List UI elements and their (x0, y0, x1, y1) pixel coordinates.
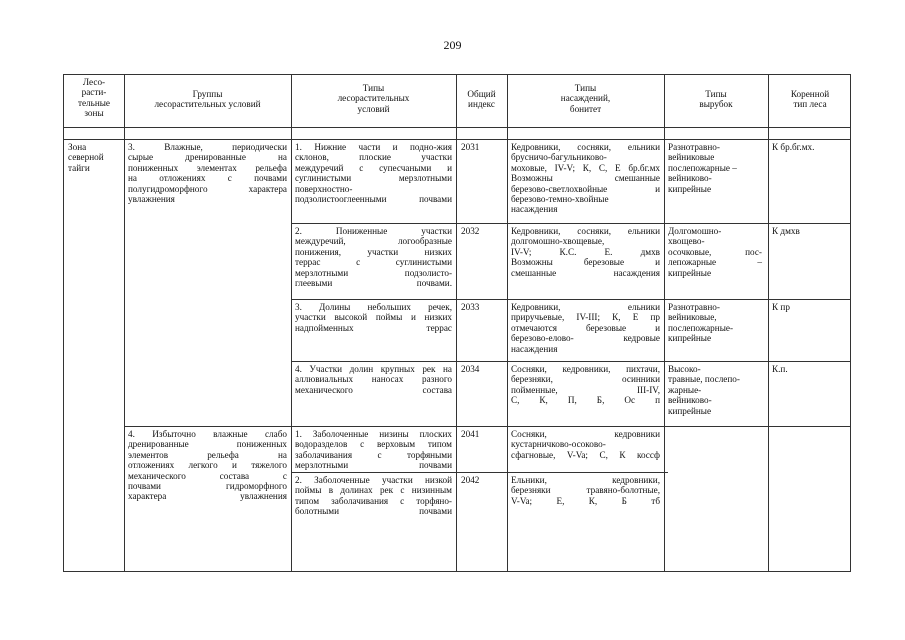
column-divider (124, 75, 125, 571)
page-number: 209 (443, 38, 462, 52)
forest-types-table (63, 74, 851, 572)
index-cell: 2034 (461, 364, 480, 374)
stand-cell: Сосняки, кедровники кустарничково-осоково- сфагновые, V-Va; С, К коссф (511, 429, 660, 460)
group-cell: 3. Влажные, периодически сырые дренированные на пониженных элементах рельефа на отложениях с почвами полугидроморфного характера увлажнения (128, 142, 287, 205)
row-divider (291, 223, 850, 224)
stand-cell: Кедровники, сосняки, ельники брусничо-багульниково- моховые, IV-V; К, С, Е бр.бг.мх Возможны смешанные березово-светлохвойные и березово-темно-хвойные насаждения (511, 142, 660, 215)
type-cell: 1. Заболоченные низины плоских водоразделов с верховым типом заболачивания с торфяными мерзлотными почвами (295, 429, 452, 471)
header-stands: Типы насаждений, бонитет (560, 83, 611, 114)
cut-cell: Разнотравно- вейниковые, послепожарные- кипрейные (668, 302, 734, 344)
index-cell: 2033 (461, 302, 480, 312)
cut-cell: Долгомошно- хвощево- осочковые, пос- лепожарные – кипрейные (668, 226, 762, 278)
stand-cell: Сосняки, кедровники, пихтачи, березняки, осинники пойменные, III-IV, С, К, П, Б, Ос п (511, 364, 660, 406)
header-cuts: Типы вырубок (699, 89, 733, 110)
native-cell: К.п. (772, 364, 788, 374)
native-cell: К дмхв (772, 226, 800, 236)
stand-cell: Ельники, кедровники, березняки травяно-болотные, V-Va; Е, К, Б тб (511, 475, 660, 506)
type-cell: 2. Пониженные участки междуречий, логообразные понижения, участки низких террас с суглинистыми мерзлотными подзолисто- глеевыми почвами. (295, 226, 452, 289)
index-cell: 2032 (461, 226, 480, 236)
stand-cell: Кедровники, сосняки, ельники долгомошно-хвощевые, IV-V; К.С. Е. дмхв Возможны березовые и смешанные насаждения (511, 226, 660, 278)
index-cell: 2031 (461, 142, 480, 152)
index-cell: 2041 (461, 429, 480, 439)
header-divider (64, 127, 850, 128)
native-cell: К бр.бг.мх. (772, 142, 815, 152)
header-index: Общий индекс (467, 89, 496, 110)
column-divider (664, 75, 665, 571)
type-cell: 3. Долины небольших речек, участки высокой поймы и низких надпойменных террас (295, 302, 452, 333)
column-divider (456, 75, 457, 571)
cut-cell: Высоко- травные, послепо- жарные- вейниково- кипрейные (668, 364, 740, 416)
column-divider (768, 75, 769, 571)
stand-cell: Кедровники, ельники приручьевые, IV-III; К, Е пр отмечаются березовые и березово-елово- кедровые насаждения (511, 302, 660, 354)
group-cell: 4. Избыточно влажные слабо дренированные пониженных элементов рельефа на отложениях легкого и тяжелого механического состава с почвами гидроморфного характера увлажнения (128, 429, 287, 502)
column-divider (291, 75, 292, 571)
header-groups: Группы лесорастительных условий (154, 89, 261, 110)
header-types: Типы лесорастительных условий (337, 83, 410, 114)
header-native: Коренной тип леса (790, 89, 830, 110)
row-divider (291, 361, 850, 362)
type-cell: 4. Участки долин крупных рек на аллювиальных наносах разного механического состава (295, 364, 452, 395)
row-divider (291, 472, 668, 473)
index-cell: 2042 (461, 475, 480, 485)
type-cell: 1. Нижние части и подно-жия склонов, плоские участки междуречий с супесчаными и суглинистыми мерзлотными поверхностно- подзолистооглеенными почвами (295, 142, 452, 205)
row-divider (124, 426, 850, 427)
type-cell: 2. Заболоченные участки низкой поймы в долинах рек с низинным типом заболачивания с торфяно- болотными почвами (295, 475, 452, 517)
header-divider (64, 139, 850, 140)
row-divider (291, 299, 850, 300)
native-cell: К пр (772, 302, 790, 312)
zone-cell: Зона северной тайги (68, 142, 104, 173)
column-divider (507, 75, 508, 571)
header-zone: Лесо- расти- тельные зоны (77, 77, 111, 119)
cut-cell: Разнотравно- вейниковые послепожарные – вейниково- кипрейные (668, 142, 737, 194)
